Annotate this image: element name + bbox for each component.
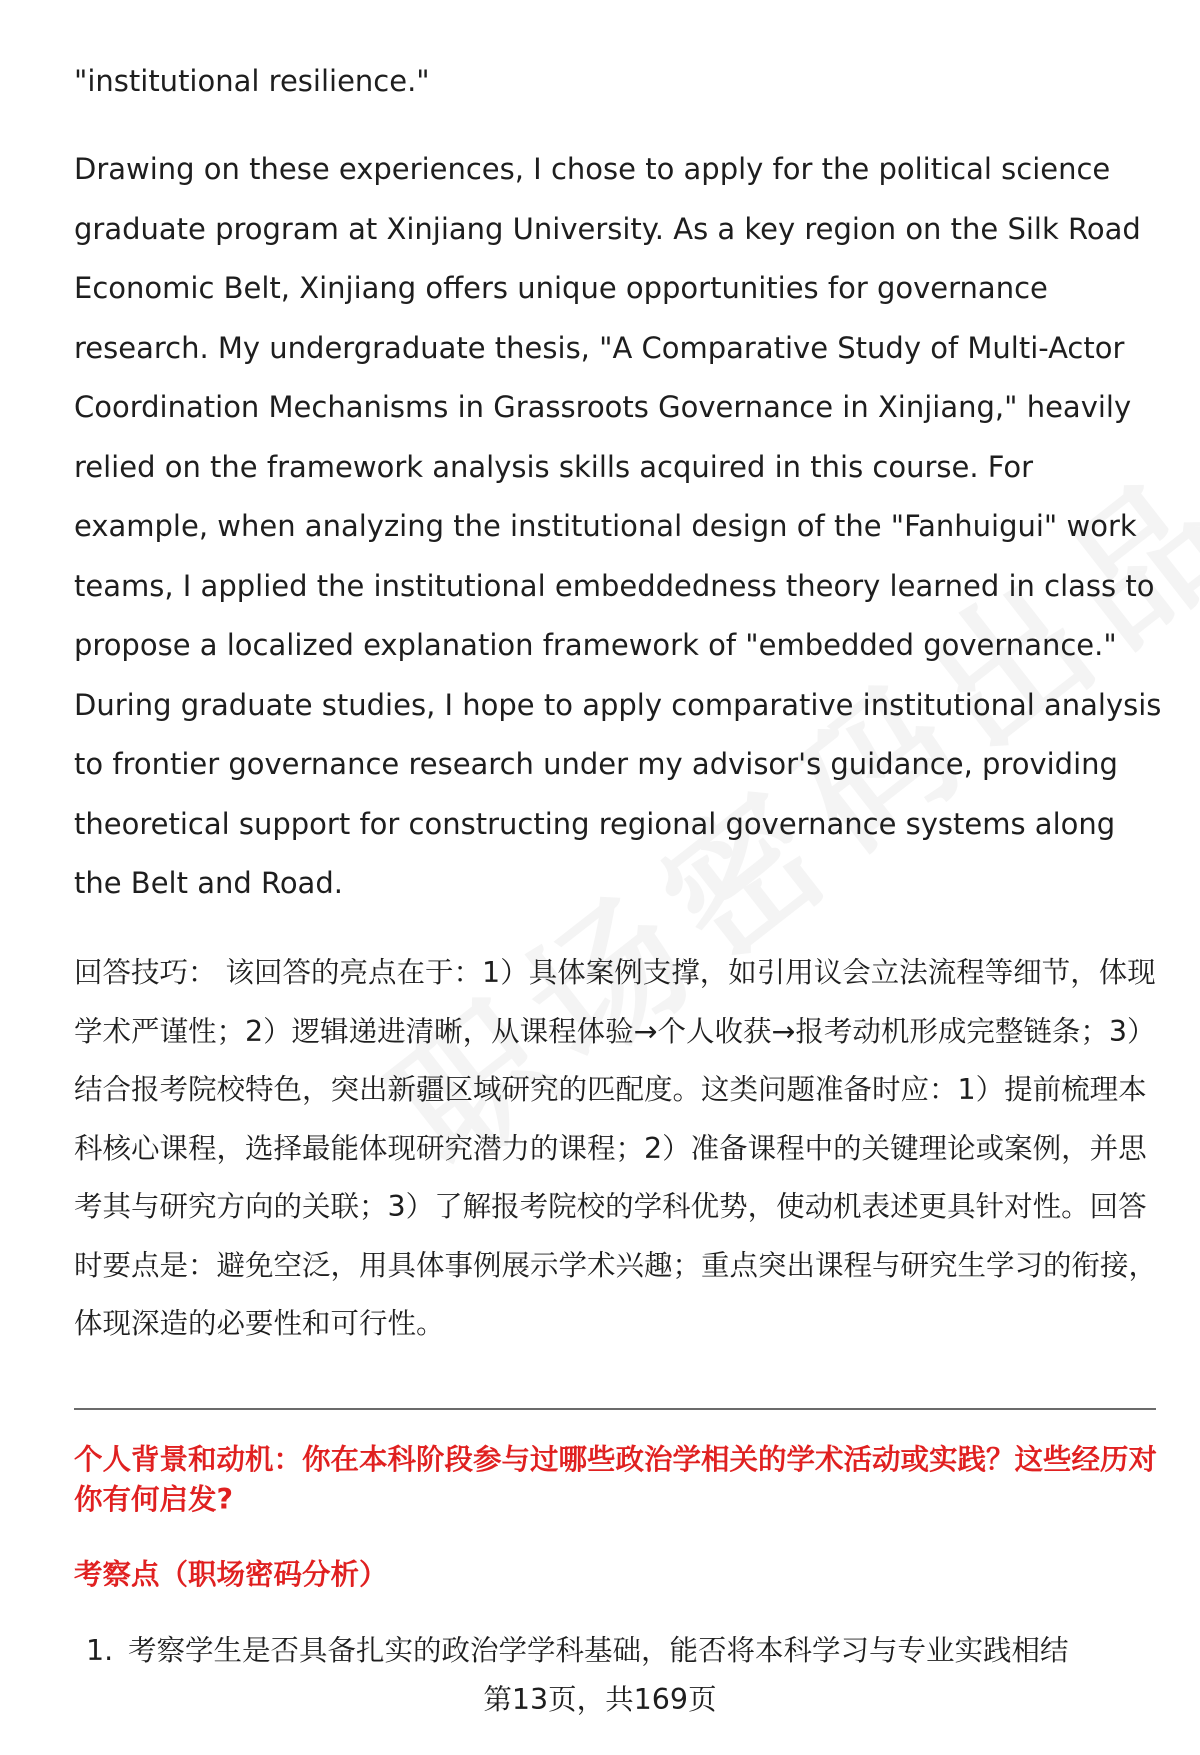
section-divider [74, 1408, 1156, 1410]
list-item [86, 1631, 1156, 1671]
list-item-text: 考察学生是否具备扎实的政治学学科基础，能否将本科学习与专业实践相结 [128, 1634, 1069, 1667]
analysis-subheading: 考察点（职场密码分析） [74, 1558, 388, 1591]
continuation-text: "institutional resilience." [74, 64, 430, 98]
answer-tips: 回答技巧： 该回答的亮点在于：1）具体案例支撑，如引用议会立法流程等细节，体现学术严谨性；2）逻辑递进清晰，从课程体验→个人收获→报考动机形成完整链条；3）结合报考院校特色，突出新疆区域研究的匹配度。这类问题准备时应：1）提前梳理本科核心课程，选择最能体现研究潜力的课程；2）准备课程中的关键理论或案例，并思考其与研究方向的关联；3）了解报考院校的学科优势，使动机表述更具针对性。回答时要点是：避免空泛，用具体事例展示学术兴趣；重点突出课程与研究生学习的衔接，体现深造的必要性和可行性。 [74, 956, 1158, 1340]
list-item-number: 1. [86, 1634, 114, 1667]
answer-paragraph: Drawing on these experiences, I chose to apply for the political science graduate program at Xinjiang University. As a key region on the Silk Road Economic Belt, Xinjiang offers unique opportunities for governance research. My undergraduate thesis, "A Comparative Study of Multi-Actor Coordination Mechanisms in Grassroots Governance in Xinjiang," heavily relied on the framework analysis skills acquired in this course. For example, when analyzing the institutional design of the "Fanhuigui" work teams, I applied the institutional embeddedness theory learned in class to propose a localized explanation framework of "embedded governance." During graduate studies, I hope to apply comparative institutional analysis to frontier governance research under my advisor's guidance, providing theoretical support for constructing regional governance systems along the Belt and Road. [74, 152, 1162, 900]
page-number: 第13页，共169页 [483, 1683, 717, 1716]
question-heading: 个人背景和动机：你在本科阶段参与过哪些政治学相关的学术活动或实践？这些经历对你有何启发? [74, 1443, 1158, 1516]
